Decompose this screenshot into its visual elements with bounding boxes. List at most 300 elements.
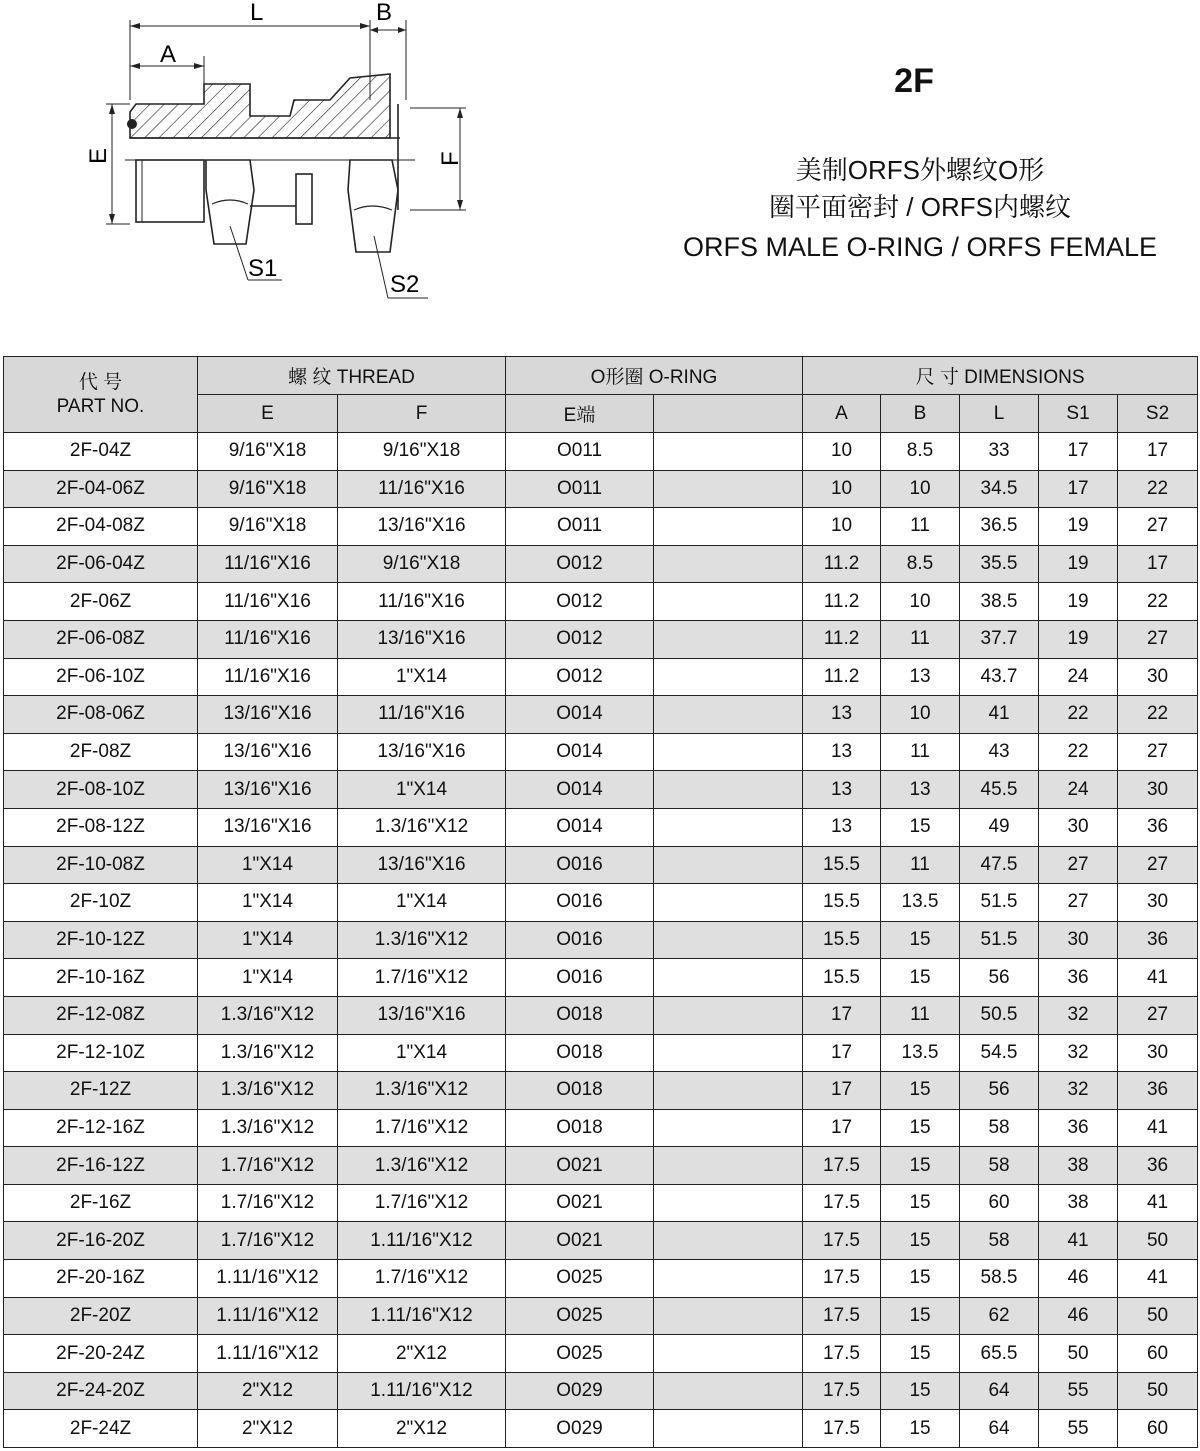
cell-dim-a: 17 [803, 1072, 881, 1110]
cell-dim-b: 15 [881, 921, 960, 959]
cell-dim-s1: 36 [1039, 959, 1118, 997]
cell-dim-l: 50.5 [960, 996, 1039, 1034]
label-E: E [85, 147, 112, 164]
table-row [4, 583, 1198, 621]
cell-dim-a: 15.5 [803, 884, 881, 922]
cell-oring-e-end: O025 [506, 1297, 654, 1335]
cell-thread-f: 1"X14 [338, 884, 506, 922]
cell-dim-b: 13 [881, 658, 960, 696]
cell-dim-a: 17.5 [803, 1260, 881, 1298]
cell-dim-l: 36.5 [960, 508, 1039, 546]
cell-dim-s2: 50 [1118, 1372, 1198, 1410]
cell-dim-s2: 22 [1118, 583, 1198, 621]
cell-oring-e-end: O021 [506, 1222, 654, 1260]
cell-dim-b: 11 [881, 508, 960, 546]
table-row [4, 1184, 1198, 1222]
cell-dim-a: 17.5 [803, 1222, 881, 1260]
cell-oring-e-end: O018 [506, 1109, 654, 1147]
cell-dim-l: 38.5 [960, 583, 1039, 621]
cell-dim-a: 17.5 [803, 1335, 881, 1373]
cell-dim-l: 56 [960, 1072, 1039, 1110]
cell-oring-e-end: O029 [506, 1410, 654, 1448]
cell-oring-blank [654, 733, 803, 771]
table-row [4, 808, 1198, 846]
cell-dim-s2: 36 [1118, 1147, 1198, 1185]
cell-dim-s1: 50 [1039, 1335, 1118, 1373]
cell-dim-s2: 36 [1118, 921, 1198, 959]
table-row [4, 1072, 1198, 1110]
cell-oring-blank [654, 846, 803, 884]
cell-oring-e-end: O018 [506, 1072, 654, 1110]
table-row [4, 1260, 1198, 1298]
cell-thread-e: 1.3/16"X12 [198, 996, 338, 1034]
cell-oring-e-end: O014 [506, 771, 654, 809]
cell-thread-e: 1.11/16"X12 [198, 1260, 338, 1298]
cell-dim-a: 17 [803, 1109, 881, 1147]
cell-dim-s1: 24 [1039, 658, 1118, 696]
table-row [4, 884, 1198, 922]
cell-dim-s2: 27 [1118, 846, 1198, 884]
cell-thread-e: 11/16"X16 [198, 545, 338, 583]
cell-part-no: 2F-12-10Z [4, 1034, 198, 1072]
table-row [4, 545, 1198, 583]
table-row [4, 733, 1198, 771]
cell-dim-s1: 24 [1039, 771, 1118, 809]
cell-oring-blank [654, 921, 803, 959]
cell-part-no: 2F-16-12Z [4, 1147, 198, 1185]
cell-part-no: 2F-08Z [4, 733, 198, 771]
cell-oring-e-end: O025 [506, 1335, 654, 1373]
table-row [4, 1147, 1198, 1185]
header-thread: 螺 纹 THREAD [198, 357, 506, 395]
cell-oring-blank [654, 1034, 803, 1072]
cell-thread-f: 1.3/16"X12 [338, 1072, 506, 1110]
cell-thread-f: 13/16"X16 [338, 846, 506, 884]
cell-dim-s2: 60 [1118, 1335, 1198, 1373]
cell-oring-blank [654, 1109, 803, 1147]
cell-dim-s1: 46 [1039, 1260, 1118, 1298]
cell-dim-s2: 27 [1118, 733, 1198, 771]
cell-dim-a: 15.5 [803, 846, 881, 884]
cell-dim-s2: 41 [1118, 1184, 1198, 1222]
cell-dim-a: 10 [803, 508, 881, 546]
cell-part-no: 2F-10-12Z [4, 921, 198, 959]
cell-dim-s1: 17 [1039, 470, 1118, 508]
cell-dim-l: 64 [960, 1410, 1039, 1448]
cell-dim-s2: 41 [1118, 1260, 1198, 1298]
cell-dim-b: 11 [881, 620, 960, 658]
cell-part-no: 2F-24Z [4, 1410, 198, 1448]
cell-dim-s2: 41 [1118, 959, 1198, 997]
cell-part-no: 2F-06Z [4, 583, 198, 621]
cell-oring-blank [654, 1297, 803, 1335]
cell-dim-l: 41 [960, 696, 1039, 734]
cell-dim-a: 10 [803, 470, 881, 508]
cell-thread-f: 11/16"X16 [338, 696, 506, 734]
table-row [4, 470, 1198, 508]
cell-oring-e-end: O016 [506, 846, 654, 884]
spec-table [3, 356, 1198, 1448]
cell-dim-l: 51.5 [960, 884, 1039, 922]
cell-dim-l: 56 [960, 959, 1039, 997]
cell-dim-b: 13.5 [881, 1034, 960, 1072]
cell-dim-s1: 19 [1039, 583, 1118, 621]
cell-dim-b: 10 [881, 470, 960, 508]
cell-oring-e-end: O011 [506, 508, 654, 546]
cell-dim-s2: 41 [1118, 1109, 1198, 1147]
cell-oring-blank [654, 1222, 803, 1260]
cell-part-no: 2F-06-04Z [4, 545, 198, 583]
cell-thread-f: 1.11/16"X12 [338, 1222, 506, 1260]
cell-dim-s2: 30 [1118, 884, 1198, 922]
cell-thread-e: 11/16"X16 [198, 620, 338, 658]
cell-dim-s1: 55 [1039, 1410, 1118, 1448]
cell-dim-a: 15.5 [803, 921, 881, 959]
table-row [4, 433, 1198, 471]
cell-dim-l: 35.5 [960, 545, 1039, 583]
cell-oring-e-end: O014 [506, 696, 654, 734]
cell-dim-s1: 19 [1039, 620, 1118, 658]
cell-oring-e-end: O016 [506, 921, 654, 959]
table-row [4, 1410, 1198, 1448]
cell-oring-blank [654, 545, 803, 583]
cell-dim-b: 15 [881, 1147, 960, 1185]
cell-part-no: 2F-12Z [4, 1072, 198, 1110]
cell-thread-f: 1.7/16"X12 [338, 1109, 506, 1147]
cell-oring-blank [654, 1410, 803, 1448]
cell-oring-blank [654, 470, 803, 508]
cell-dim-l: 45.5 [960, 771, 1039, 809]
cell-thread-e: 9/16"X18 [198, 470, 338, 508]
table-row [4, 921, 1198, 959]
cell-thread-e: 13/16"X16 [198, 771, 338, 809]
cell-oring-blank [654, 884, 803, 922]
cell-thread-f: 11/16"X16 [338, 583, 506, 621]
cell-thread-e: 13/16"X16 [198, 696, 338, 734]
label-B: B [376, 0, 393, 26]
cell-dim-a: 17.5 [803, 1297, 881, 1335]
cell-dim-a: 13 [803, 733, 881, 771]
cell-dim-a: 11.2 [803, 658, 881, 696]
cell-dim-b: 15 [881, 1222, 960, 1260]
cell-dim-s1: 27 [1039, 884, 1118, 922]
cell-oring-blank [654, 1184, 803, 1222]
cell-dim-l: 65.5 [960, 1335, 1039, 1373]
cell-thread-f: 1.7/16"X12 [338, 959, 506, 997]
cell-thread-f: 1.11/16"X12 [338, 1372, 506, 1410]
cell-dim-b: 15 [881, 1260, 960, 1298]
cell-oring-blank [654, 696, 803, 734]
cell-dim-s1: 38 [1039, 1147, 1118, 1185]
cell-dim-s2: 50 [1118, 1222, 1198, 1260]
cell-thread-f: 2"X12 [338, 1410, 506, 1448]
col-header-blank [654, 395, 803, 433]
cell-part-no: 2F-20-16Z [4, 1260, 198, 1298]
header-part-no-cn: 代 号 [78, 371, 123, 393]
cell-dim-l: 54.5 [960, 1034, 1039, 1072]
cell-thread-f: 13/16"X16 [338, 733, 506, 771]
cell-dim-b: 10 [881, 696, 960, 734]
cell-oring-e-end: O014 [506, 733, 654, 771]
cell-oring-e-end: O029 [506, 1372, 654, 1410]
cell-oring-blank [654, 959, 803, 997]
cell-dim-s2: 30 [1118, 1034, 1198, 1072]
cell-oring-blank [654, 583, 803, 621]
table-row [4, 996, 1198, 1034]
cell-dim-s2: 30 [1118, 771, 1198, 809]
cell-oring-e-end: O011 [506, 470, 654, 508]
cell-dim-l: 49 [960, 808, 1039, 846]
cell-dim-s2: 27 [1118, 620, 1198, 658]
cell-thread-f: 1"X14 [338, 771, 506, 809]
cell-oring-e-end: O021 [506, 1147, 654, 1185]
cell-oring-blank [654, 1260, 803, 1298]
cell-oring-blank [654, 658, 803, 696]
cell-oring-e-end: O016 [506, 959, 654, 997]
cell-dim-l: 62 [960, 1297, 1039, 1335]
cell-oring-blank [654, 1072, 803, 1110]
cell-dim-b: 15 [881, 1072, 960, 1110]
cell-part-no: 2F-08-06Z [4, 696, 198, 734]
cell-thread-f: 1.7/16"X12 [338, 1184, 506, 1222]
cell-dim-l: 33 [960, 433, 1039, 471]
cell-part-no: 2F-06-08Z [4, 620, 198, 658]
cell-dim-a: 17 [803, 996, 881, 1034]
cell-dim-s2: 22 [1118, 696, 1198, 734]
cell-thread-e: 2"X12 [198, 1410, 338, 1448]
cell-part-no: 2F-04Z [4, 433, 198, 471]
table-row [4, 959, 1198, 997]
cell-dim-l: 58 [960, 1222, 1039, 1260]
cell-thread-e: 1"X14 [198, 846, 338, 884]
cell-part-no: 2F-10-08Z [4, 846, 198, 884]
cell-dim-l: 60 [960, 1184, 1039, 1222]
cell-oring-blank [654, 620, 803, 658]
cell-thread-e: 13/16"X16 [198, 733, 338, 771]
cell-oring-blank [654, 508, 803, 546]
cell-oring-blank [654, 433, 803, 471]
cell-dim-b: 15 [881, 1372, 960, 1410]
cell-thread-e: 2"X12 [198, 1372, 338, 1410]
cell-dim-l: 58 [960, 1109, 1039, 1147]
cell-oring-e-end: O018 [506, 1034, 654, 1072]
cell-dim-b: 11 [881, 846, 960, 884]
cell-thread-f: 11/16"X16 [338, 470, 506, 508]
cell-dim-s1: 19 [1039, 545, 1118, 583]
cell-thread-e: 1.7/16"X12 [198, 1147, 338, 1185]
cell-dim-l: 43.7 [960, 658, 1039, 696]
cell-thread-e: 1.11/16"X12 [198, 1297, 338, 1335]
cell-part-no: 2F-08-10Z [4, 771, 198, 809]
cell-oring-blank [654, 1335, 803, 1373]
cell-thread-f: 13/16"X16 [338, 508, 506, 546]
cell-part-no: 2F-16Z [4, 1184, 198, 1222]
table-row [4, 1297, 1198, 1335]
cell-dim-a: 15.5 [803, 959, 881, 997]
cell-dim-s1: 22 [1039, 696, 1118, 734]
label-S1: S1 [248, 255, 278, 282]
table-row [4, 771, 1198, 809]
cell-dim-b: 15 [881, 1297, 960, 1335]
cell-thread-f: 1.3/16"X12 [338, 1147, 506, 1185]
table-row [4, 696, 1198, 734]
cell-part-no: 2F-16-20Z [4, 1222, 198, 1260]
header-part-no [4, 357, 198, 433]
header-oring: O形圈 O-RING [506, 357, 803, 395]
page-title: 2F [894, 62, 934, 100]
col-header-b: B [881, 395, 960, 433]
cell-thread-e: 1"X14 [198, 959, 338, 997]
label-F: F [437, 151, 464, 166]
cell-thread-f: 9/16"X18 [338, 545, 506, 583]
cell-oring-e-end: O014 [506, 808, 654, 846]
cell-dim-b: 11 [881, 996, 960, 1034]
cell-dim-b: 13.5 [881, 884, 960, 922]
header-dimensions: 尺 寸 DIMENSIONS [803, 357, 1198, 395]
cell-dim-a: 17.5 [803, 1184, 881, 1222]
cell-dim-s2: 36 [1118, 808, 1198, 846]
cell-dim-a: 11.2 [803, 583, 881, 621]
cell-dim-l: 37.7 [960, 620, 1039, 658]
cell-oring-blank [654, 996, 803, 1034]
cell-thread-e: 1.7/16"X12 [198, 1222, 338, 1260]
cell-dim-b: 15 [881, 959, 960, 997]
cell-dim-a: 17.5 [803, 1372, 881, 1410]
cell-oring-e-end: O016 [506, 884, 654, 922]
cell-dim-a: 11.2 [803, 620, 881, 658]
table-body [4, 433, 1198, 1448]
cell-part-no: 2F-08-12Z [4, 808, 198, 846]
header-part-no-en: PART NO. [56, 395, 145, 417]
cell-oring-e-end: O012 [506, 658, 654, 696]
table-row [4, 1222, 1198, 1260]
cell-thread-e: 1.3/16"X12 [198, 1034, 338, 1072]
cell-dim-s1: 41 [1039, 1222, 1118, 1260]
col-header-e: E [198, 395, 338, 433]
col-header-l: L [960, 395, 1039, 433]
label-A: A [160, 41, 177, 68]
cell-dim-s1: 27 [1039, 846, 1118, 884]
cell-dim-a: 17 [803, 1034, 881, 1072]
cell-dim-s1: 38 [1039, 1184, 1118, 1222]
col-header-f: F [338, 395, 506, 433]
cell-oring-blank [654, 771, 803, 809]
cell-dim-s1: 55 [1039, 1372, 1118, 1410]
cell-thread-e: 9/16"X18 [198, 433, 338, 471]
cell-oring-e-end: O018 [506, 996, 654, 1034]
cell-thread-f: 1"X14 [338, 1034, 506, 1072]
cell-thread-e: 11/16"X16 [198, 583, 338, 621]
cell-dim-s2: 36 [1118, 1072, 1198, 1110]
cell-dim-s2: 60 [1118, 1410, 1198, 1448]
cell-dim-b: 15 [881, 808, 960, 846]
col-header-s1: S1 [1039, 395, 1118, 433]
cell-thread-e: 1.7/16"X12 [198, 1184, 338, 1222]
cell-part-no: 2F-04-06Z [4, 470, 198, 508]
label-L: L [250, 0, 264, 26]
cell-dim-a: 11.2 [803, 545, 881, 583]
cell-thread-f: 9/16"X18 [338, 433, 506, 471]
cell-thread-e: 11/16"X16 [198, 658, 338, 696]
cell-dim-a: 17.5 [803, 1147, 881, 1185]
cell-thread-f: 1.11/16"X12 [338, 1297, 506, 1335]
table-row [4, 1335, 1198, 1373]
cell-dim-l: 51.5 [960, 921, 1039, 959]
table-row [4, 1034, 1198, 1072]
label-S2: S2 [390, 271, 420, 298]
cell-oring-blank [654, 1147, 803, 1185]
cell-thread-e: 1.11/16"X12 [198, 1335, 338, 1373]
cell-dim-s2: 22 [1118, 470, 1198, 508]
table-row [4, 620, 1198, 658]
cell-dim-l: 64 [960, 1372, 1039, 1410]
cell-dim-a: 13 [803, 771, 881, 809]
cell-dim-s1: 32 [1039, 1072, 1118, 1110]
cell-thread-f: 1.7/16"X12 [338, 1260, 506, 1298]
subtitle-en: ORFS MALE O-RING / ORFS FEMALE [682, 232, 1158, 262]
subtitle-cn-line2: 圈平面密封 / ORFS内螺纹 [769, 192, 1071, 222]
cell-thread-e: 1"X14 [198, 884, 338, 922]
cell-dim-s2: 27 [1118, 508, 1198, 546]
cell-dim-s1: 32 [1039, 1034, 1118, 1072]
cell-dim-s2: 27 [1118, 996, 1198, 1034]
cell-part-no: 2F-06-10Z [4, 658, 198, 696]
cell-dim-s1: 17 [1039, 433, 1118, 471]
cell-dim-b: 13 [881, 771, 960, 809]
cell-dim-b: 15 [881, 1410, 960, 1448]
cell-thread-e: 13/16"X16 [198, 808, 338, 846]
cell-part-no: 2F-20Z [4, 1297, 198, 1335]
col-header-a: A [803, 395, 881, 433]
cell-part-no: 2F-24-20Z [4, 1372, 198, 1410]
cell-thread-f: 1.3/16"X12 [338, 808, 506, 846]
cell-oring-e-end: O012 [506, 583, 654, 621]
cell-dim-s2: 30 [1118, 658, 1198, 696]
table-row [4, 846, 1198, 884]
table-row [4, 1109, 1198, 1147]
cell-oring-e-end: O011 [506, 433, 654, 471]
cell-thread-f: 2"X12 [338, 1335, 506, 1373]
cell-thread-e: 1.3/16"X12 [198, 1109, 338, 1147]
cell-part-no: 2F-20-24Z [4, 1335, 198, 1373]
cell-dim-b: 10 [881, 583, 960, 621]
cell-dim-b: 8.5 [881, 433, 960, 471]
col-header-e-end: E端 [506, 395, 654, 433]
cell-dim-b: 8.5 [881, 545, 960, 583]
cell-dim-l: 58 [960, 1147, 1039, 1185]
cell-dim-s2: 17 [1118, 545, 1198, 583]
cell-dim-s2: 17 [1118, 433, 1198, 471]
cell-thread-e: 1"X14 [198, 921, 338, 959]
cell-dim-s1: 46 [1039, 1297, 1118, 1335]
cell-dim-b: 11 [881, 733, 960, 771]
cell-thread-f: 1.3/16"X12 [338, 921, 506, 959]
table-row [4, 1372, 1198, 1410]
cell-dim-a: 13 [803, 808, 881, 846]
cell-thread-f: 13/16"X16 [338, 620, 506, 658]
cell-oring-blank [654, 1372, 803, 1410]
cell-dim-b: 15 [881, 1335, 960, 1373]
cell-dim-b: 15 [881, 1109, 960, 1147]
cell-dim-a: 10 [803, 433, 881, 471]
cell-dim-s1: 22 [1039, 733, 1118, 771]
cell-oring-e-end: O012 [506, 545, 654, 583]
cell-dim-s1: 30 [1039, 808, 1118, 846]
cell-thread-e: 1.3/16"X12 [198, 1072, 338, 1110]
cell-part-no: 2F-10Z [4, 884, 198, 922]
cell-dim-a: 13 [803, 696, 881, 734]
cell-dim-s1: 30 [1039, 921, 1118, 959]
